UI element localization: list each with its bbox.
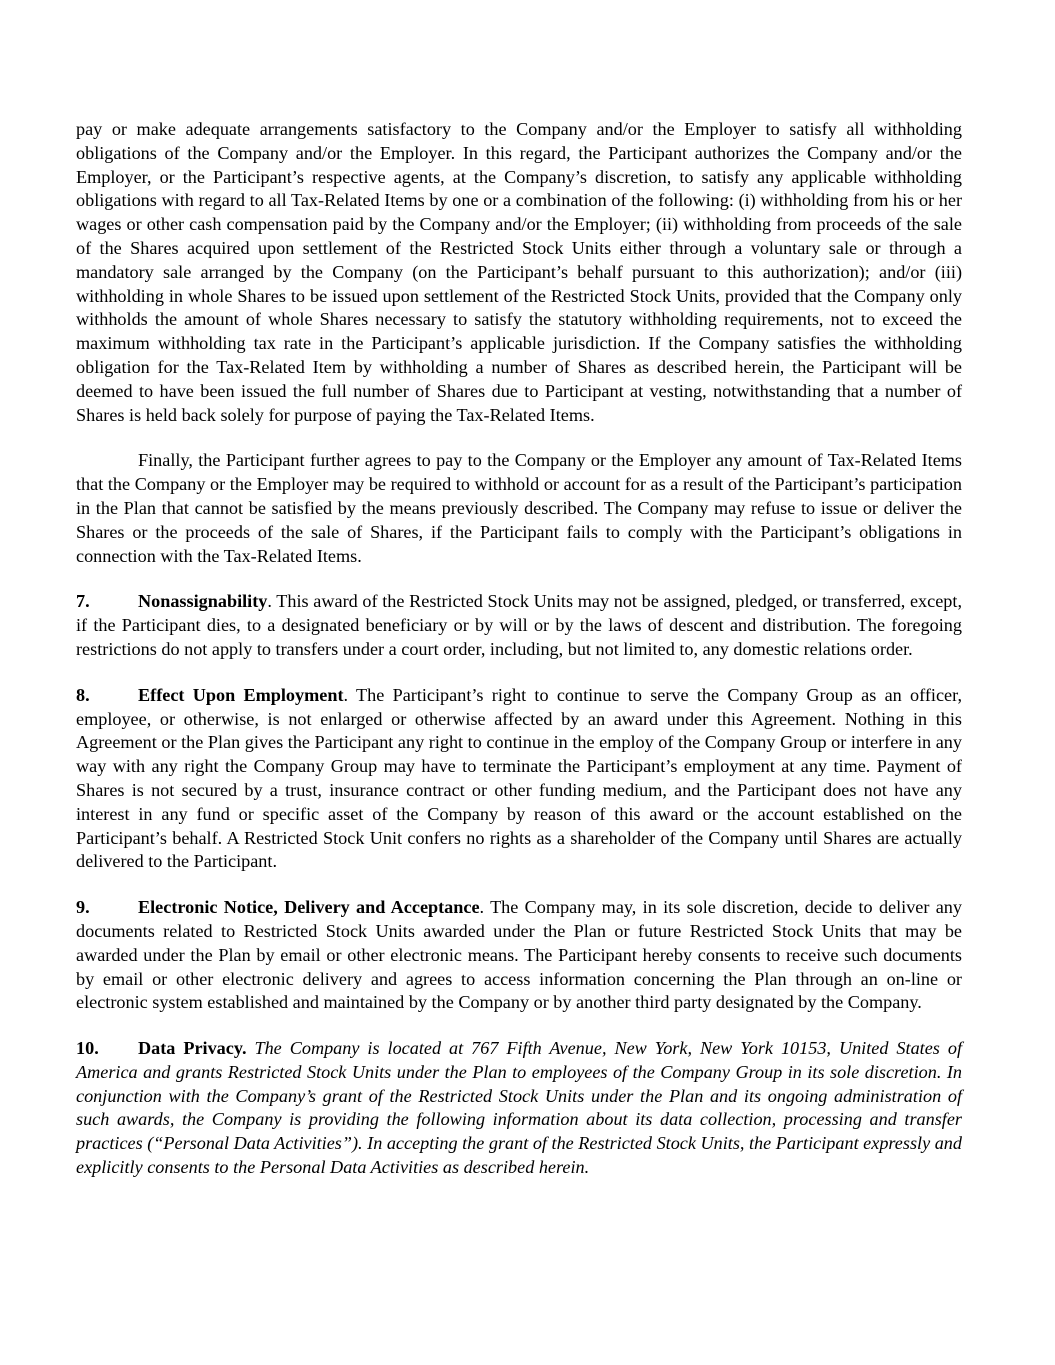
section-7-title: Nonassignability (138, 591, 268, 612)
document-page (76, 118, 962, 1202)
section-7-title-punct: . (267, 591, 272, 612)
section-9-number: 9. (76, 897, 90, 918)
section-7-body: This award of the Restricted Stock Units may not be assigned, pledged, or transferred, except, if the Participant dies, to a designated beneficiary or by will or by the laws of descent and distribution. The foregoing restrictions do not apply to transfers under a court order, including, but not limited to, any domestic relations order. (76, 591, 962, 659)
section-7 (76, 590, 962, 661)
section-8-title-punct: . (343, 684, 349, 705)
section-10-number: 10. (76, 1038, 99, 1059)
section-9 (76, 896, 962, 1015)
section-8-number: 8. (76, 684, 90, 705)
paragraph-finally: Finally, the Participant further agrees to pay to the Company or the Employer any amount of Tax-Related Items that the Company or the Employer may be required to withhold or account for as a result of the Participant’s participation in the Plan that cannot be satisfied by the means previously described. The Company may refuse to issue or deliver the Shares or the proceeds of the sale of Shares, if the Participant fails to comply with the Participant’s obligations in connection with the Tax-Related Items. (76, 450, 962, 566)
section-8-title: Effect Upon Employment (138, 684, 344, 705)
section-7-number: 7. (76, 591, 90, 612)
section-10 (76, 1037, 962, 1180)
section-8-body: The Participant’s right to continue to serve the Company Group as an officer, employee, or otherwise, is not enlarged or otherwise affected by an award under this Agreement. Nothing in this Agreement or the Plan gives the Participant any right to continue in the employ of the Company Group or interfere in any way with any right the Company Group may have to terminate the Participant’s employment at any time. Payment of Shares is not secured by a trust, insurance contract or other funding medium, and the Participant does not have any interest in any fund or specific asset of the Company by reason of this award or the account established on the Participant’s behalf. A Restricted Stock Unit confers no rights as a shareholder of the Company until Shares are actually delivered to the Participant. (76, 684, 962, 872)
paragraph-withholding: pay or make adequate arrangements satisfactory to the Company and/or the Employer to satisfy all withholding obligations of the Company and/or the Employer. In this regard, the Participant authorizes the Company and/or the Employer, or the Participant’s respective agents, at the Company’s discretion, to satisfy any applicable withholding obligations with regard to all Tax-Related Items by one or a combination of the following: (i) withholding from his or her wages or other cash compensation paid by the Company and/or the Employer; (ii) withholding from proceeds of the sale of the Shares acquired upon settlement of the Restricted Stock Units either through a voluntary sale or through a mandatory sale arranged by the Company (on the Participant’s behalf pursuant to this authorization); and/or (iii) withholding in whole Shares to be issued upon settlement of the Restricted Stock Units, provided that the Company only withholds the amount of whole Shares necessary to satisfy the statutory withholding requirements, not to exceed the maximum withholding tax rate in the Participant’s applicable jurisdiction. If the Company satisfies the withholding obligation for the Tax-Related Item by withholding a number of Shares as described herein, the Participant will be deemed to have been issued the full number of Shares due to Participant at vesting, notwithstanding that a number of Shares is held back solely for purpose of paying the Tax-Related Items. (76, 119, 962, 425)
section-8 (76, 684, 962, 874)
section-10-title: Data Privacy. (138, 1038, 247, 1059)
section-9-title: Electronic Notice, Delivery and Acceptance (138, 897, 480, 918)
section-9-title-punct: . (479, 897, 485, 918)
section-10-body: The Company is located at 767 Fifth Avenue, New York, New York 10153, United States of America and grants Restricted Stock Units under the Plan to employees of the Company Group in its sole discretion. In conjunction with the Company’s grant of the Restricted Stock Units under the Plan and its ongoing administration of such awards, the Company is providing the following information about its data collection, processing and transfer practices (“Personal Data Activities”). In accepting the grant of the Restricted Stock Units, the Participant expressly and explicitly consents to the Personal Data Activities as described herein. (76, 1038, 962, 1178)
section-9-body: The Company may, in its sole discretion, decide to deliver any documents related to Restricted Stock Units awarded under the Plan or future Restricted Stock Units that may be awarded under the Plan by email or other electronic means. The Participant hereby consents to receive such documents by email or other electronic delivery and agrees to access information concerning the Plan through an on-line or electronic system established and maintained by the Company or by another third party designated by the Company. (76, 897, 962, 1013)
